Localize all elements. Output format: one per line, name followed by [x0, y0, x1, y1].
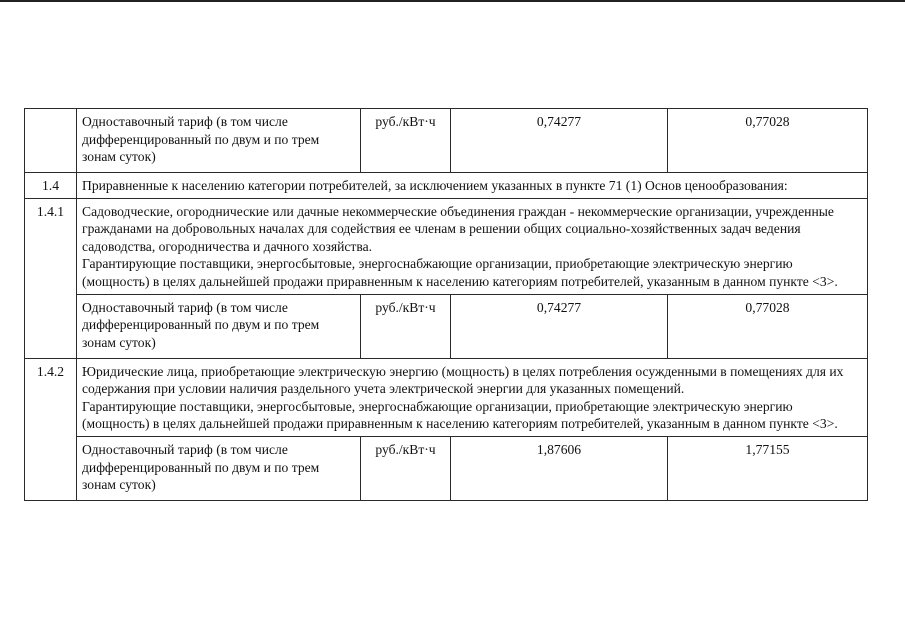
section-text-cell [77, 173, 868, 199]
section-text: Садоводческие, огороднические или дачные некоммерческие объединения граждан - некоммерческие организации, учрежденные гражданами на добровольных началах для содействия ее членам в решении общих социально-хозяйственных задач ведения садоводства, огородничества и дачного хозяйства. [82, 203, 834, 254]
table-row [25, 436, 868, 500]
tariff-name-cell [77, 109, 361, 173]
row-number-cell [25, 198, 77, 358]
value-first-half: 1,87606 [536, 441, 582, 457]
value-first-half: 0,74277 [536, 299, 582, 315]
value-first-half-cell [451, 436, 668, 500]
section-text: Приравненные к населению категории потребителей, за исключением указанных в пункте 71 (1) Основ ценообразования: [82, 178, 788, 193]
tariff-name-cell [77, 436, 361, 500]
tariff-table [24, 108, 868, 501]
row-number-cell [25, 358, 77, 500]
row-number-cell [25, 109, 77, 173]
value-first-half-cell [451, 109, 668, 173]
value-second-half-cell [668, 294, 868, 358]
table-row [25, 109, 868, 173]
row-number: 1.4.1 [36, 203, 65, 219]
tariff-name: Одноставочный тариф (в том числе дифференцированный по двум и по трем зонам суток) [82, 441, 320, 493]
section-text: Юридические лица, приобретающие электрическую энергию (мощность) в целях потребления осужденными в помещениях для их содержания при условии наличия раздельного учета электрической энергии для указанных помещений. [82, 363, 844, 397]
value-first-half-cell [451, 294, 668, 358]
section-text: Гарантирующие поставщики, энергосбытовые, энергоснабжающие организации, приобретающие электрическую энергию (мощность) в целях дальнейшей продажи приравненным к населению категориям потребителей, указанным в данном пункте <3>. [82, 256, 838, 289]
value-second-half: 1,77155 [745, 441, 790, 457]
tariff-name-cell [77, 294, 361, 358]
value-second-half-cell [668, 436, 868, 500]
section-text-cell [77, 198, 868, 294]
value-second-half: 0,77028 [745, 299, 790, 315]
table-row [25, 358, 868, 436]
tariff-name: Одноставочный тариф (в том числе дифференцированный по двум и по трем зонам суток) [82, 299, 320, 350]
table-row [25, 294, 868, 358]
row-number-cell [25, 173, 77, 199]
unit-label: руб./кВт·ч [375, 114, 436, 129]
table-row [25, 198, 868, 294]
unit-cell [361, 294, 451, 358]
section-text: Гарантирующие поставщики, энергосбытовые, энергоснабжающие организации, приобретающие электрическую энергию (мощность) в целях дальнейшей продажи приравненным к населению категориям потребителей, указанным в данном пункте <3>. [82, 398, 838, 432]
table-row [25, 173, 868, 199]
unit-cell [361, 109, 451, 173]
unit-label: руб./кВт·ч [375, 441, 436, 457]
value-second-half: 0,77028 [745, 114, 790, 129]
row-number: 1.4 [42, 178, 59, 193]
unit-label: руб./кВт·ч [375, 299, 436, 315]
value-first-half: 0,74277 [536, 114, 582, 129]
section-text-cell [77, 358, 868, 436]
tariff-name: Одноставочный тариф (в том числе дифференцированный по двум и по трем зонам суток) [82, 114, 320, 165]
page-top-rule [0, 0, 905, 2]
row-number: 1.4.2 [36, 363, 65, 379]
unit-cell [361, 436, 451, 500]
value-second-half-cell [668, 109, 868, 173]
